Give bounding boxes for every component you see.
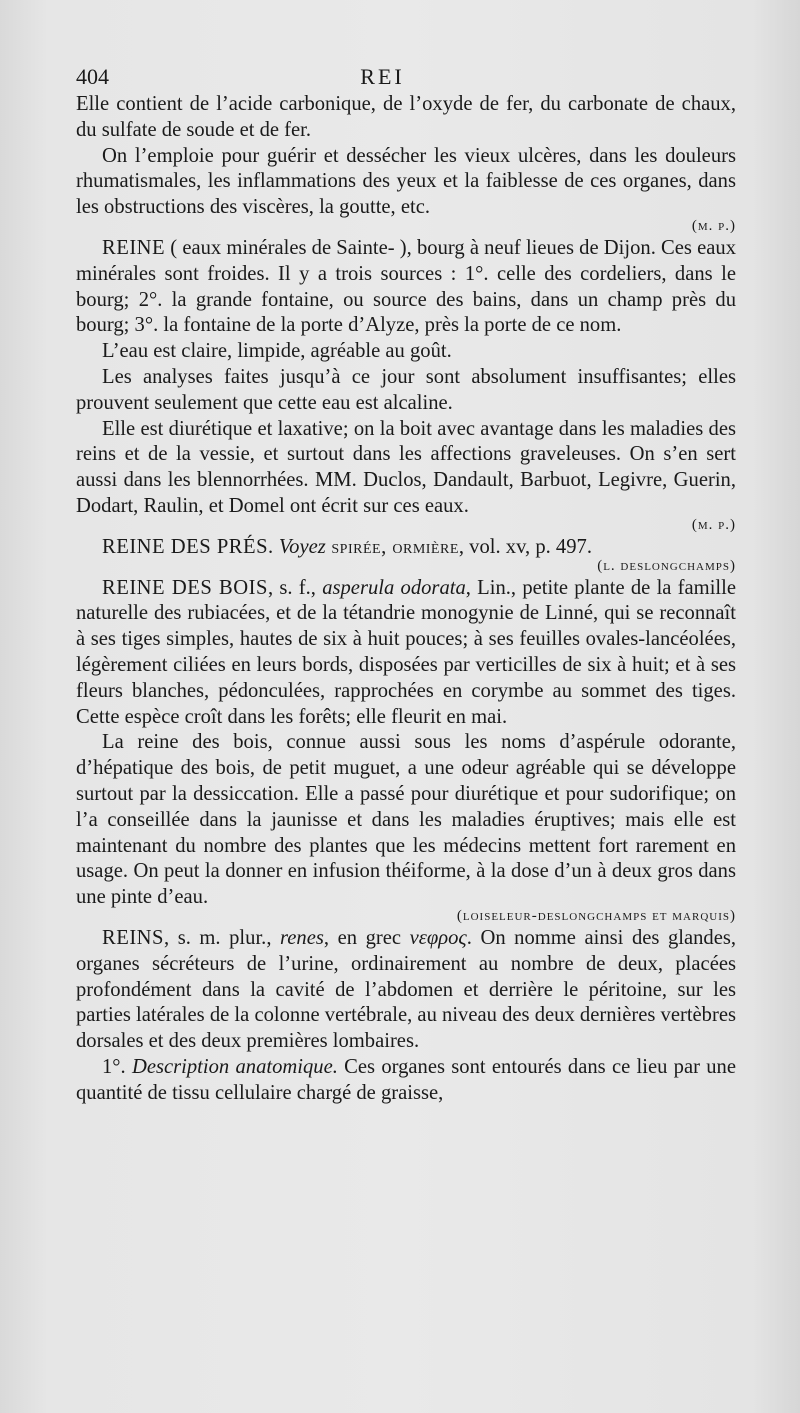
paragraph-analyses: Les analyses faites jusqu’à ce jour sont absolument insuffisantes; elles prouvent seulement que cette eau est alcaline. bbox=[76, 365, 736, 414]
paragraph-usage: On l’emploie pour guérir et dessécher les vieux ulcères, dans les douleurs rhumatismales, les inflammations des yeux et la faiblesse de ces organes, dans les obstructions des viscères, la goutte, etc. bbox=[76, 144, 736, 219]
paragraph-composition: Elle contient de l’acide carbonique, de l’oxyde de fer, du carbonate de chaux, du sulfate de soude et de fer. bbox=[76, 93, 736, 141]
latin-name: asperula odorata bbox=[322, 576, 466, 599]
paragraph-reine-des-bois-uses: La reine des bois, connue aussi sous les noms d’aspérule odorante, d’hépatique des bois, de petit muguet, a une odeur agréable qui se développe surtout par la dessiccation. Elle a passé pour diurétique et pour sudorifique; on l’a conseillée dans la jaunisse et dans les maladies éruptives; mais elle est maintenant du nombre des plantes que les médecins mettent fort rarement en usage. On peut la donner en infusion théiforme, à la dose d’un à deux gros dans une pinte d’eau. bbox=[76, 731, 736, 909]
section-title: Description anatomique. bbox=[131, 1055, 338, 1078]
entry-reins-text: . On nomme ainsi des glandes, organes sécréteurs de l’urine, ordinairement au nombre de deux, placées profondément dans la cavité de l’abdomen et derrière le péritoine, sur les parties latérales de la colonne vertébrale, au niveau des deux dernières vertèbres dorsales et des deux premières lombaires. bbox=[76, 926, 737, 1053]
entry-reine bbox=[76, 236, 736, 339]
entry-reine-des-bois: REINE DES BOIS, s. f., asperula odorata, Lin., petite plante de la famille naturelle des rubiacées, et de la tétandrie monogynie de Linné, qui se reconnaît à ses tiges simples, hautes de six à huit pouces; à ses feuilles ovales-lancéolées, légèrement ciliées en leurs bords, disposées par verticilles de six à huit; et à ses fleurs blanches, pédonculées, rapprochées en corymbe au sommet des tiges. Cette espèce croît dans les forêts; elle fleurit en mai. bbox=[76, 576, 737, 728]
voyez-word: Voyez bbox=[273, 535, 326, 558]
signature-loiseleur-marquis: (loiseleur-deslongchamps et marquis) bbox=[456, 907, 736, 924]
cross-reference: spirée, ormière bbox=[325, 535, 459, 558]
paragraph-water: L’eau est claire, limpide, agréable au goût. bbox=[102, 340, 452, 363]
text-column bbox=[76, 64, 736, 1106]
volume-ref: , vol. xv, p. 497. bbox=[458, 535, 592, 558]
entry-reine-text: ( eaux minérales de Sainte- ), bourg à neuf lieues de Dijon. Ces eaux minérales sont froides. Il y a trois sources : 1°. celle des cordeliers, dans le bourg; 2°. la grande fontaine, ou source des bains, dans un champ près du bourg; 3°. la fontaine de la porte d’Alyze, près la porte de ce nom. bbox=[76, 236, 736, 337]
page-number: 404 bbox=[76, 64, 109, 89]
signature-mp-1: (m. p.) bbox=[691, 217, 736, 234]
headword-reine-des-pres: REINE DES PRÉS. bbox=[102, 535, 274, 558]
running-header bbox=[76, 64, 736, 92]
headword-reine-des-bois: REINE DES BOIS bbox=[102, 576, 268, 599]
entry-reine-des-bois-text: , Lin., petite plante de la famille naturelle des rubiacées, et de la tétandrie monogynie de Linné, qui se reconnaît à ses tiges simples, hautes de six à huit pouces; à ses feuilles ovales-lancéolées, légèrement ciliées en leurs bords, disposées par verticilles de six à huit; et à ses fleurs blanches, pédonculées, rapprochées en corymbe au sommet des tiges. Cette espèce croît dans les forêts; elle fleurit en mai. bbox=[76, 576, 737, 728]
headword-reins: REINS bbox=[102, 926, 164, 949]
signature-mp-2: (m. p.) bbox=[691, 516, 736, 533]
headword-reine: REINE bbox=[102, 236, 166, 259]
latin-renes: renes bbox=[280, 926, 324, 949]
paragraph-description: 1°. Description anatomique. Ces organes sont entourés dans ce lieu par une quantité de tissu cellulaire chargé de graisse, bbox=[76, 1055, 736, 1104]
paragraph-diuretic: Elle est diurétique et laxative; on la boit avec avantage dans les maladies des reins et de la vessie, et surtout dans les affections graveleuses. On s’en sert aussi dans les blennorrhées. MM. Duclos, Dandault, Barbuot, Legivre, Guerin, Dodart, Raulin, et Domel ont écrit sur ces eaux. bbox=[76, 417, 736, 517]
running-title: REI bbox=[360, 64, 405, 89]
entry-reins: REINS, s. m. plur., renes, en grec νεφρος. On nomme ainsi des glandes, organes sécréteurs de l’urine, ordinairement au nombre de deux, placées profondément dans la cavité de l’abdomen et derrière le péritoine, sur les parties latérales de la colonne vertébrale, au niveau des deux dernières vertèbres dorsales et des deux premières lombaires. bbox=[76, 926, 737, 1053]
greek-word: νεφρος bbox=[409, 926, 467, 949]
signature-deslongchamps: (l. deslongchamps) bbox=[597, 557, 736, 574]
